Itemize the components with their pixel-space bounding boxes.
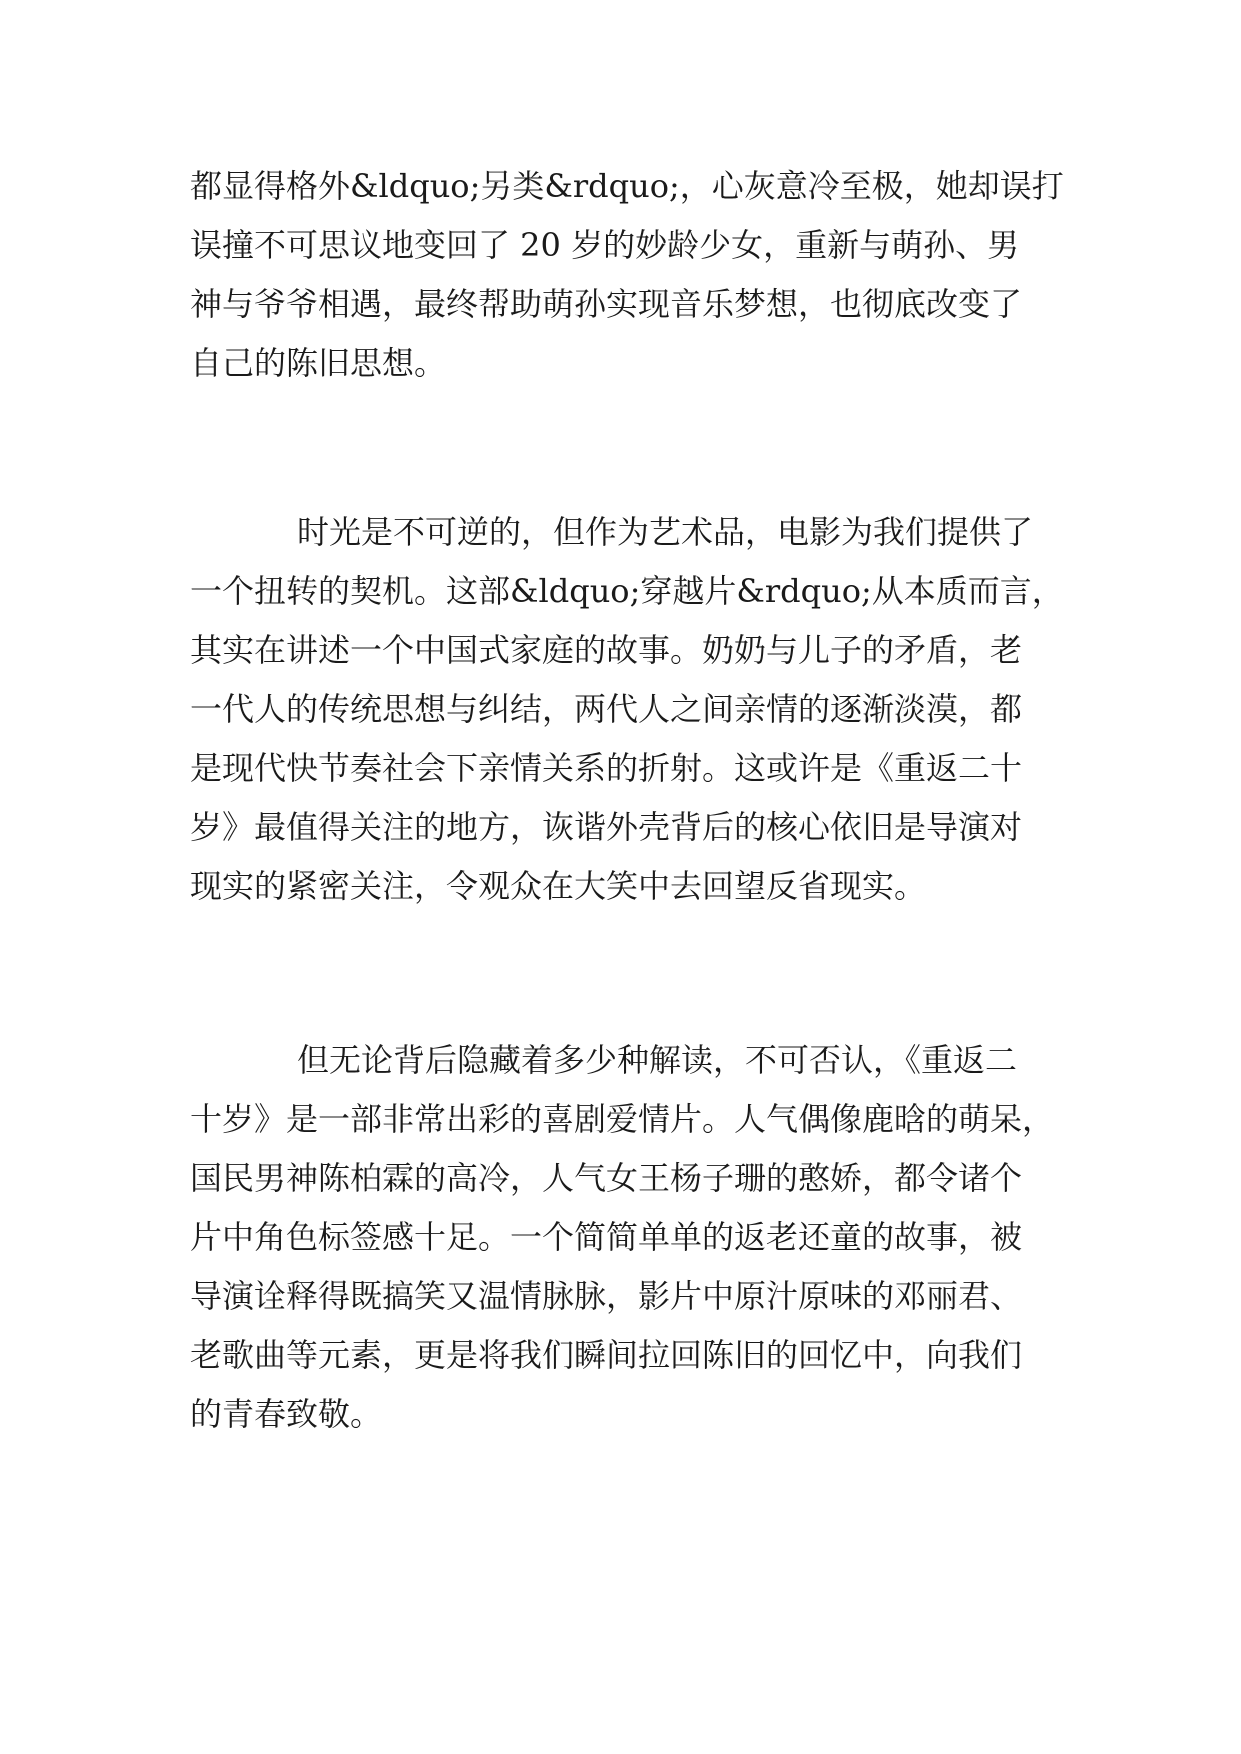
- paragraph-line: 现实的紧密关注，令观众在大笑中去回望反省现实。: [190, 867, 927, 905]
- paragraph-line: 一代人的传统思想与纠结，两代人之间亲情的逐渐淡漠，都: [190, 690, 1023, 728]
- paragraph-line: 导演诠释得既搞笑又温情脉脉，影片中原汁原味的邓丽君、: [190, 1277, 1023, 1315]
- paragraph-line: 十岁》是一部非常出彩的喜剧爱情片。人气偶像鹿晗的萌呆，: [190, 1100, 1055, 1138]
- paragraph-line: 误撞不可思议地变回了 20 岁的妙龄少女，重新与萌孙、男: [190, 226, 1020, 264]
- paragraph-line: 的青春致敬。: [190, 1395, 383, 1433]
- paragraph-line: 是现代快节奏社会下亲情关系的折射。这或许是《重返二十: [190, 749, 1023, 787]
- paragraph-3: [190, 1031, 1060, 1444]
- paragraph-line: 其实在讲述一个中国式家庭的故事。奶奶与儿子的矛盾，老: [190, 631, 1023, 669]
- paragraph-first-line: 时光是不可逆的，但作为艺术品，电影为我们提供了: [297, 513, 1034, 551]
- paragraph-line: 岁》最值得关注的地方，诙谐外壳背后的核心依旧是导演对: [190, 808, 1023, 846]
- paragraph-line: 都显得格外&ldquo;另类&rdquo;，心灰意冷至极，她却误打: [190, 167, 1064, 205]
- paragraph-line: 一个扭转的契机。这部&ldquo;穿越片&rdquo;从本质而言，: [190, 572, 1064, 610]
- paragraph-line: 老歌曲等元素，更是将我们瞬间拉回陈旧的回忆中，向我们: [190, 1336, 1023, 1374]
- paragraph-2: [190, 503, 1064, 916]
- paragraph-line: 片中角色标签感十足。一个简简单单的返老还童的故事，被: [190, 1218, 1023, 1256]
- paragraph-line: 神与爷爷相遇，最终帮助萌孙实现音乐梦想，也彻底改变了: [190, 285, 1023, 323]
- paragraph-first-line: 但无论背后隐藏着多少种解读，不可否认，《重返二: [297, 1041, 1018, 1079]
- paragraph-line: 自己的陈旧思想。: [190, 344, 447, 382]
- paragraph-1: [190, 157, 1064, 393]
- paragraph-line: 国民男神陈柏霖的高冷，人气女王杨子珊的憨娇，都令诸个: [190, 1159, 1023, 1197]
